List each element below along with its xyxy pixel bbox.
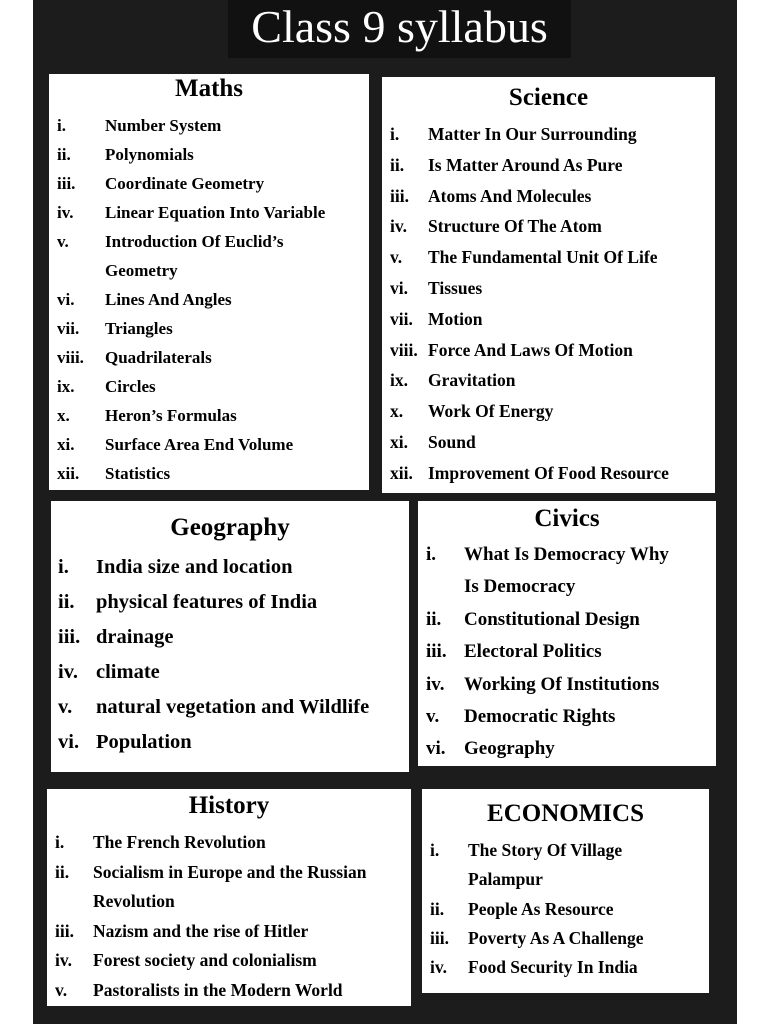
topic-label: Is Matter Around As Pure bbox=[428, 154, 623, 175]
topic-item bbox=[426, 669, 669, 701]
topic-item bbox=[57, 430, 325, 459]
topic-number: iv. bbox=[390, 216, 408, 237]
topic-number: vi. bbox=[426, 738, 446, 760]
topic-item bbox=[390, 304, 669, 335]
topic-item bbox=[55, 917, 366, 947]
topic-label: Coordinate Geometry bbox=[105, 174, 265, 193]
topic-label: Tissues bbox=[428, 277, 483, 298]
topic-label: Palampur bbox=[468, 869, 543, 890]
topic-item bbox=[426, 701, 669, 733]
topic-label: Food Security In India bbox=[468, 957, 638, 978]
topic-number: iv. bbox=[58, 661, 78, 683]
topic-number: iv. bbox=[57, 203, 74, 222]
topic-number: ii. bbox=[58, 591, 75, 613]
topic-label: Linear Equation Into Variable bbox=[105, 203, 326, 222]
topic-item bbox=[430, 924, 643, 953]
topic-label: People As Resource bbox=[468, 898, 614, 919]
topic-item bbox=[55, 828, 366, 858]
topic-item bbox=[57, 401, 325, 430]
topic-number: xi. bbox=[57, 435, 75, 454]
topic-item bbox=[430, 836, 643, 865]
topic-label: Circles bbox=[105, 377, 156, 396]
topic-label: India size and location bbox=[96, 556, 293, 578]
topic-item bbox=[390, 396, 669, 427]
topic-item bbox=[426, 539, 669, 571]
topic-item bbox=[57, 227, 325, 256]
topic-number: v. bbox=[55, 979, 68, 1000]
topic-label: Triangles bbox=[105, 319, 173, 338]
topic-label: physical features of India bbox=[96, 591, 318, 613]
topic-item bbox=[390, 427, 669, 458]
topic-item bbox=[390, 150, 669, 181]
topic-number: ii. bbox=[55, 861, 70, 882]
topic-label: What Is Democracy Why bbox=[464, 544, 669, 565]
topic-label: Work Of Energy bbox=[428, 401, 554, 422]
topic-label: climate bbox=[96, 661, 160, 683]
topic-number: xii. bbox=[390, 462, 413, 483]
economics-section bbox=[422, 789, 709, 993]
topic-item bbox=[58, 725, 369, 760]
topic-item bbox=[57, 256, 325, 285]
topic-item bbox=[390, 365, 669, 396]
topic-item bbox=[58, 550, 369, 585]
section-heading: Geography bbox=[170, 514, 290, 541]
topic-item bbox=[426, 636, 669, 668]
topic-number: iv. bbox=[430, 957, 448, 978]
topic-number: xi. bbox=[390, 431, 408, 452]
topic-number: i. bbox=[390, 124, 400, 144]
topic-number: iii. bbox=[426, 641, 447, 663]
topic-number: vi. bbox=[58, 731, 80, 753]
topic-label: Forest society and colonialism bbox=[93, 950, 317, 970]
topic-label: Force And Laws Of Motion bbox=[428, 339, 633, 360]
topic-label: Motion bbox=[428, 308, 483, 329]
topic-item bbox=[57, 140, 325, 169]
topic-list bbox=[58, 550, 369, 760]
topic-label: The Fundamental Unit Of Life bbox=[428, 247, 658, 268]
topic-label: Structure Of The Atom bbox=[428, 216, 602, 237]
topic-number: iv. bbox=[55, 950, 73, 970]
topic-label: Statistics bbox=[105, 464, 171, 483]
topic-number: ii. bbox=[390, 154, 405, 175]
topic-number: vi. bbox=[57, 290, 75, 309]
topic-item bbox=[426, 733, 669, 765]
topic-label: Constitutional Design bbox=[464, 608, 640, 630]
topic-list bbox=[426, 539, 669, 766]
topic-item bbox=[55, 858, 366, 888]
topic-label: Heron’s Formulas bbox=[105, 406, 237, 425]
topic-label: Pastoralists in the Modern World bbox=[93, 979, 343, 1000]
topic-label: Poverty As A Challenge bbox=[468, 927, 644, 948]
topic-label: Introduction Of Euclid’s bbox=[105, 232, 284, 251]
topic-number: iii. bbox=[57, 174, 76, 193]
topic-label: The Story Of Village bbox=[468, 840, 623, 860]
topic-label: Socialism in Europe and the Russian bbox=[93, 861, 367, 882]
topic-label: Population bbox=[96, 731, 192, 753]
topic-item bbox=[55, 976, 366, 1006]
topic-number: iii. bbox=[58, 626, 81, 648]
history-section bbox=[47, 789, 411, 1006]
topic-number: v. bbox=[426, 706, 440, 728]
topic-label: Revolution bbox=[93, 891, 175, 911]
topic-number: iii. bbox=[55, 920, 74, 941]
topic-label: Gravitation bbox=[428, 370, 516, 391]
topic-item bbox=[430, 895, 643, 924]
topic-item bbox=[55, 946, 366, 976]
topic-item bbox=[390, 119, 669, 150]
topic-item bbox=[57, 285, 325, 314]
topic-number: vii. bbox=[390, 308, 413, 329]
topic-item bbox=[57, 343, 325, 372]
topic-number: i. bbox=[57, 116, 66, 135]
topic-label: natural vegetation and Wildlife bbox=[96, 696, 370, 718]
topic-number: iii. bbox=[430, 927, 449, 948]
topic-label: Lines And Angles bbox=[105, 290, 232, 309]
topic-item bbox=[390, 242, 669, 273]
maths-section bbox=[49, 74, 369, 490]
topic-item bbox=[58, 620, 369, 655]
topic-item bbox=[57, 314, 325, 343]
topic-number: i. bbox=[58, 556, 69, 578]
topic-number: ii. bbox=[57, 145, 71, 164]
topic-label: Geometry bbox=[105, 261, 178, 280]
topic-number: i. bbox=[55, 832, 65, 852]
topic-item bbox=[57, 459, 325, 488]
section-heading: Maths bbox=[174, 75, 244, 102]
topic-label: Electoral Politics bbox=[464, 641, 602, 663]
section-heading: Civics bbox=[534, 505, 600, 532]
topic-number: ix. bbox=[57, 377, 75, 396]
topic-item bbox=[430, 953, 643, 982]
topic-label: Working Of Institutions bbox=[464, 673, 660, 695]
topic-label: Matter In Our Surrounding bbox=[428, 124, 637, 144]
topic-item bbox=[390, 273, 669, 304]
topic-label: Number System bbox=[105, 116, 222, 135]
topic-label: Surface Area End Volume bbox=[105, 435, 294, 454]
topic-number: i. bbox=[426, 544, 437, 565]
topic-number: v. bbox=[57, 232, 69, 251]
topic-item bbox=[57, 169, 325, 198]
topic-item bbox=[57, 372, 325, 401]
topic-label: drainage bbox=[96, 626, 174, 648]
topic-number: vii. bbox=[57, 319, 80, 338]
topic-item bbox=[390, 181, 669, 212]
topic-item bbox=[390, 458, 669, 489]
topic-number: xii. bbox=[57, 464, 80, 483]
topic-number: v. bbox=[390, 247, 403, 268]
section-heading: ECONOMICS bbox=[487, 800, 644, 827]
section-heading: Science bbox=[508, 84, 589, 111]
topic-number: iv. bbox=[426, 673, 445, 695]
section-heading: History bbox=[188, 792, 270, 819]
topic-number: v. bbox=[58, 696, 73, 718]
topic-label: Geography bbox=[464, 738, 555, 760]
topic-item bbox=[55, 887, 366, 917]
topic-label: Atoms And Molecules bbox=[428, 185, 592, 206]
topic-item bbox=[430, 865, 643, 894]
topic-list bbox=[55, 828, 366, 1005]
topic-number: viii. bbox=[390, 339, 418, 360]
topic-item bbox=[57, 198, 325, 227]
topic-list bbox=[57, 111, 325, 488]
topic-item bbox=[58, 690, 369, 725]
topic-number: i. bbox=[430, 840, 440, 860]
topic-item bbox=[390, 211, 669, 242]
topic-number: iii. bbox=[390, 185, 409, 206]
page-title: Class 9 syllabus bbox=[228, 0, 571, 58]
topic-item bbox=[58, 655, 369, 690]
topic-label: Democratic Rights bbox=[464, 706, 616, 728]
topic-item bbox=[58, 585, 369, 620]
civics-section bbox=[418, 501, 716, 766]
topic-number: ix. bbox=[390, 370, 408, 391]
topic-label: Is Democracy bbox=[464, 576, 576, 598]
topic-item bbox=[57, 111, 325, 140]
topic-item bbox=[426, 604, 669, 636]
topic-number: vi. bbox=[390, 277, 408, 298]
topic-label: The French Revolution bbox=[93, 832, 266, 852]
topic-number: ii. bbox=[430, 898, 445, 919]
topic-number: x. bbox=[57, 406, 70, 425]
topic-item bbox=[426, 571, 669, 603]
science-section bbox=[382, 77, 715, 493]
topic-number: viii. bbox=[57, 348, 84, 367]
topic-number: x. bbox=[390, 401, 404, 422]
topic-label: Quadrilaterals bbox=[105, 348, 212, 367]
topic-label: Improvement Of Food Resource bbox=[428, 462, 669, 483]
topic-label: Polynomials bbox=[105, 145, 194, 164]
topic-list bbox=[390, 119, 669, 489]
topic-number: ii. bbox=[426, 608, 442, 630]
topic-label: Sound bbox=[428, 431, 476, 452]
geography-section bbox=[51, 501, 409, 772]
topic-list bbox=[430, 836, 643, 982]
topic-item bbox=[390, 335, 669, 366]
topic-label: Nazism and the rise of Hitler bbox=[93, 920, 309, 941]
